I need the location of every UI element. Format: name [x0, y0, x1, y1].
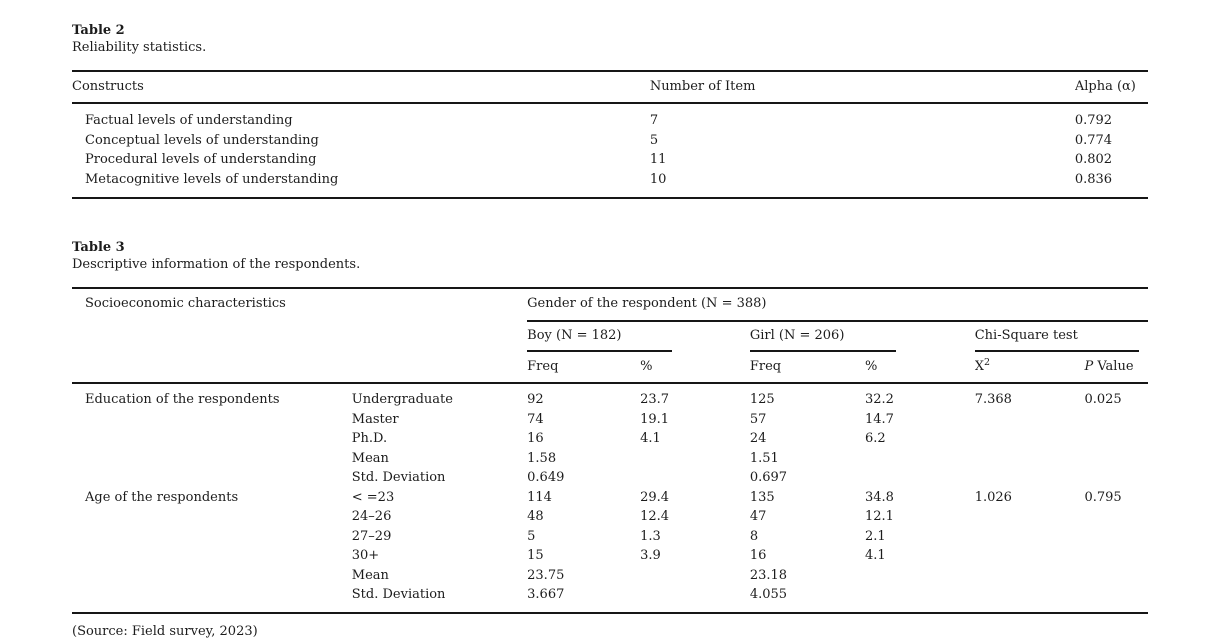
cell-boy-freq: 23.75 — [527, 567, 565, 583]
cell-p — [1084, 410, 1148, 430]
t3-header-girl-freq: Freq — [750, 352, 865, 383]
t3-header-boy-label: Boy (N = 182) — [527, 326, 672, 352]
t3-header-socioeconomic: Socioeconomic characteristics — [72, 288, 352, 383]
cell-group — [72, 546, 352, 566]
cell-boy-freq: 16 — [527, 431, 544, 446]
cell-p — [1084, 585, 1148, 613]
table-row — [72, 488, 1148, 508]
cell-construct: Factual levels of understanding — [85, 113, 293, 128]
table-row — [72, 527, 1148, 547]
table-row — [72, 585, 1148, 613]
cell-girl-freq: 57 — [749, 411, 767, 427]
cell-girl-pct — [865, 585, 975, 613]
cell-girl-pct: 34.8 — [864, 489, 894, 505]
table-3-caption: Descriptive information of the respondents. — [72, 257, 361, 272]
t3-header-chi-statistic: $X^2$ — [975, 352, 1085, 383]
table-row — [72, 507, 1148, 527]
cell-x2 — [975, 507, 1085, 527]
cell-girl-pct — [865, 566, 975, 586]
cell-group — [72, 507, 352, 527]
cell-items: 10 — [649, 171, 667, 187]
cell-boy-pct — [640, 566, 750, 586]
table-3-section — [72, 239, 1148, 640]
cell-category: 30+ — [351, 548, 380, 563]
cell-girl-pct: 14.7 — [864, 411, 894, 427]
cell-group — [72, 585, 352, 613]
table-row — [72, 383, 1148, 410]
table-row — [72, 546, 1148, 566]
cell-category: Ph.D. — [351, 431, 388, 446]
cell-girl-pct: 32.2 — [864, 392, 894, 407]
t3-header-boy-freq: Freq — [527, 352, 640, 383]
t3-header-chi-square — [975, 321, 1148, 352]
cell-girl-freq: 24 — [749, 431, 767, 446]
cell-boy-freq: 48 — [527, 509, 544, 524]
cell-group — [72, 566, 352, 586]
cell-x2 — [975, 585, 1085, 613]
cell-category: Mean — [351, 450, 389, 466]
cell-construct: Procedural levels of understanding — [85, 152, 317, 167]
cell-p — [1084, 546, 1148, 566]
cell-p: 0.795 — [1084, 489, 1122, 505]
cell-girl-pct: 2.1 — [864, 528, 886, 544]
cell-boy-pct — [640, 449, 750, 469]
cell-p — [1084, 507, 1148, 527]
table-row — [72, 468, 1148, 488]
cell-boy-freq: 74 — [527, 411, 544, 427]
table-row — [72, 449, 1148, 469]
cell-girl-freq: 16 — [749, 548, 767, 563]
chi-superscript: 2 — [984, 357, 991, 368]
cell-boy-freq: 0.649 — [527, 470, 565, 485]
cell-boy-freq: 5 — [527, 528, 536, 544]
cell-boy-pct: 19.1 — [640, 411, 670, 427]
cell-items: 7 — [649, 113, 659, 128]
cell-category: Undergraduate — [351, 392, 453, 407]
t3-header-boy-pct: % — [640, 352, 750, 383]
cell-items: 11 — [649, 152, 667, 167]
cell-p — [1084, 449, 1148, 469]
cell-girl-freq: 4.055 — [749, 587, 788, 602]
cell-alpha: 0.836 — [1074, 171, 1113, 187]
t3-header-category-spacer — [352, 288, 527, 383]
cell-group: Education of the respondents — [85, 392, 280, 407]
cell-boy-pct: 12.4 — [640, 509, 670, 524]
t2-header-number-of-item: Number of Item — [650, 71, 1075, 103]
cell-boy-freq: 3.667 — [527, 587, 565, 602]
t3-header-girl-label: Girl (N = 206) — [750, 326, 896, 352]
cell-p: 0.025 — [1084, 392, 1122, 407]
cell-girl-pct: 6.2 — [864, 431, 886, 446]
cell-group — [72, 449, 352, 469]
t3-header-girl — [750, 321, 975, 352]
cell-p — [1084, 527, 1148, 547]
cell-x2 — [975, 429, 1085, 449]
cell-group — [72, 527, 352, 547]
cell-x2: 7.368 — [974, 392, 1012, 407]
cell-category: Mean — [351, 567, 389, 583]
cell-group: Age of the respondents — [85, 489, 239, 505]
cell-category: 24–26 — [351, 509, 392, 524]
cell-category: Std. Deviation — [351, 587, 446, 602]
cell-girl-freq: 125 — [749, 392, 775, 407]
table-3-label: Table 3 — [72, 240, 125, 255]
cell-boy-freq: 92 — [527, 392, 544, 407]
table-row — [72, 103, 1148, 131]
table-row — [72, 150, 1148, 170]
cell-girl-pct — [865, 468, 975, 488]
cell-p — [1084, 429, 1148, 449]
cell-x2 — [975, 468, 1085, 488]
cell-x2 — [975, 410, 1085, 430]
cell-boy-freq: 114 — [527, 489, 552, 505]
cell-x2 — [975, 449, 1085, 469]
cell-girl-freq: 8 — [749, 528, 759, 544]
cell-category: Master — [351, 411, 399, 427]
table-2-label: Table 2 — [72, 23, 125, 38]
table-row — [72, 131, 1148, 151]
table-3 — [72, 287, 1148, 614]
cell-girl-freq: 1.51 — [749, 450, 779, 466]
cell-x2 — [975, 546, 1085, 566]
t3-header-gender-group: Gender of the respondent (N = 388) — [527, 288, 1148, 321]
table-row — [72, 566, 1148, 586]
cell-category: < =23 — [351, 489, 395, 505]
t3-header-row-group — [72, 288, 1148, 321]
cell-construct: Metacognitive levels of understanding — [85, 171, 339, 187]
t3-header-p-value: P Value — [1084, 352, 1148, 383]
cell-girl-freq: 47 — [749, 509, 767, 524]
cell-x2 — [975, 527, 1085, 547]
cell-girl-freq: 23.18 — [749, 567, 788, 583]
t2-header-constructs: Constructs — [72, 71, 650, 103]
cell-p — [1084, 468, 1148, 488]
table-2-caption: Reliability statistics. — [72, 40, 207, 55]
t3-header-girl-pct: % — [865, 352, 975, 383]
cell-boy-pct: 1.3 — [640, 528, 661, 544]
cell-girl-pct — [865, 449, 975, 469]
cell-girl-freq: 135 — [749, 489, 775, 505]
cell-x2 — [975, 566, 1085, 586]
table-2 — [72, 70, 1148, 199]
cell-girl-pct: 4.1 — [864, 548, 886, 563]
cell-group — [72, 410, 352, 430]
cell-category: Std. Deviation — [351, 470, 446, 485]
t2-header-alpha: Alpha (α) — [1075, 71, 1148, 103]
cell-boy-pct: 29.4 — [640, 489, 670, 505]
cell-boy-pct — [640, 468, 750, 488]
t3-header-chi-square-label: Chi-Square test — [975, 326, 1140, 352]
table-2-section — [72, 22, 1148, 199]
table-row — [72, 170, 1148, 199]
cell-alpha: 0.774 — [1074, 132, 1113, 148]
cell-boy-pct: 23.7 — [640, 392, 670, 407]
cell-girl-freq: 0.697 — [749, 470, 788, 485]
cell-items: 5 — [649, 132, 659, 148]
cell-p — [1084, 566, 1148, 586]
cell-alpha: 0.802 — [1074, 152, 1113, 167]
cell-boy-pct: 3.9 — [640, 548, 661, 563]
cell-boy-freq: 15 — [527, 548, 544, 563]
cell-boy-freq: 1.58 — [527, 450, 557, 466]
cell-alpha: 0.792 — [1074, 113, 1113, 128]
source-note: (Source: Field survey, 2023) — [72, 623, 258, 639]
table-2-header-row — [72, 71, 1148, 103]
cell-construct: Conceptual levels of understanding — [85, 132, 319, 148]
cell-boy-pct — [640, 585, 750, 613]
cell-x2: 1.026 — [974, 489, 1012, 505]
cell-girl-pct: 12.1 — [864, 509, 894, 524]
cell-category: 27–29 — [351, 528, 392, 544]
t3-header-boy — [527, 321, 750, 352]
table-row — [72, 410, 1148, 430]
cell-boy-pct: 4.1 — [640, 431, 661, 446]
table-row — [72, 429, 1148, 449]
cell-group — [72, 429, 352, 449]
cell-group — [72, 468, 352, 488]
